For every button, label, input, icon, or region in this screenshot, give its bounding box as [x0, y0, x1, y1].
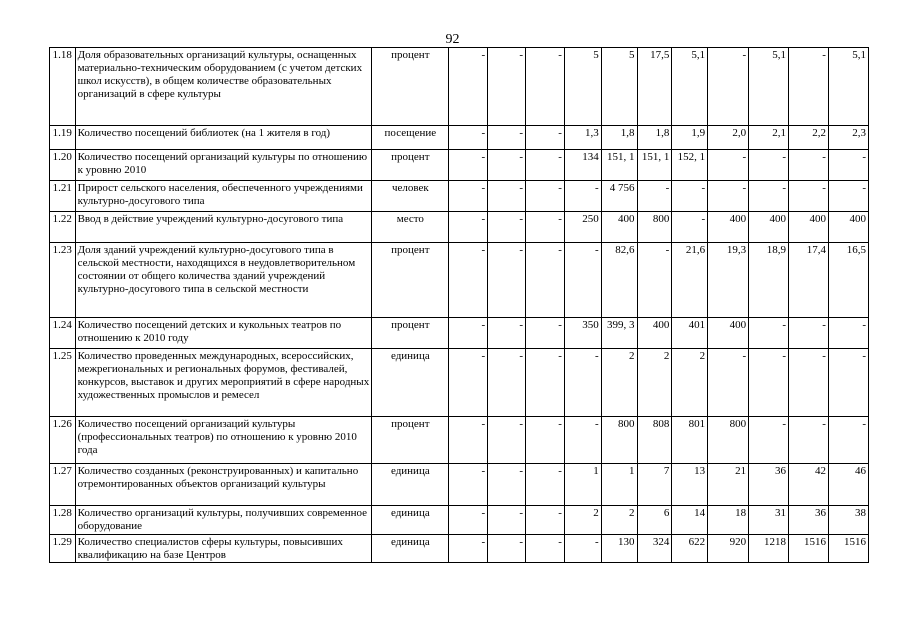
value-cell: - [488, 349, 526, 417]
table-row [50, 506, 869, 535]
row-number: 1.21 [50, 181, 76, 212]
value-cell: 400 [828, 212, 868, 243]
value-cell: 2 [564, 506, 601, 535]
row-number: 1.23 [50, 243, 76, 318]
value-cell: - [488, 506, 526, 535]
value-cell: 18 [708, 506, 749, 535]
value-cell: - [749, 349, 789, 417]
value-cell: - [449, 417, 488, 464]
value-cell: 152, 1 [672, 150, 708, 181]
value-cell: - [488, 318, 526, 349]
value-cell: - [525, 464, 564, 506]
value-cell: - [488, 535, 526, 563]
value-cell: - [564, 349, 601, 417]
value-cell: - [708, 48, 749, 126]
row-number: 1.20 [50, 150, 76, 181]
value-cell: 400 [601, 212, 637, 243]
row-number: 1.18 [50, 48, 76, 126]
value-cell: - [525, 243, 564, 318]
value-cell: 1218 [749, 535, 789, 563]
value-cell: 31 [749, 506, 789, 535]
table-row [50, 212, 869, 243]
value-cell: 920 [708, 535, 749, 563]
unit-cell: процент [372, 318, 449, 349]
value-cell: 14 [672, 506, 708, 535]
value-cell: 130 [601, 535, 637, 563]
unit-cell: единица [372, 506, 449, 535]
value-cell: - [449, 212, 488, 243]
unit-cell: процент [372, 48, 449, 126]
table-row [50, 535, 869, 563]
value-cell: - [525, 318, 564, 349]
value-cell: - [488, 212, 526, 243]
value-cell: - [525, 48, 564, 126]
value-cell: - [525, 349, 564, 417]
indicator-name: Количество посещений организаций культуры по отношению к уровню 2010 [75, 150, 372, 181]
indicator-name: Количество созданных (реконструированных) и капитально отремонтированных объектов организаций культуры [75, 464, 372, 506]
row-number: 1.26 [50, 417, 76, 464]
value-cell: 400 [749, 212, 789, 243]
value-cell: 5 [564, 48, 601, 126]
value-cell: 5,1 [749, 48, 789, 126]
value-cell: 6 [637, 506, 672, 535]
value-cell: - [828, 417, 868, 464]
value-cell: - [637, 181, 672, 212]
table-row [50, 243, 869, 318]
indicator-name: Прирост сельского населения, обеспеченного учреждениями культурно-досугового типа [75, 181, 372, 212]
value-cell: 2 [601, 349, 637, 417]
value-cell: - [564, 535, 601, 563]
value-cell: 1516 [789, 535, 829, 563]
value-cell: 42 [789, 464, 829, 506]
value-cell: 2,1 [749, 126, 789, 150]
value-cell: 622 [672, 535, 708, 563]
value-cell: - [708, 349, 749, 417]
value-cell: - [488, 126, 526, 150]
indicator-name: Количество посещений организаций культуры (профессиональных театров) по отношению к уровню 2010 года [75, 417, 372, 464]
value-cell: - [708, 150, 749, 181]
value-cell: - [449, 181, 488, 212]
value-cell: 1,3 [564, 126, 601, 150]
value-cell: - [564, 181, 601, 212]
value-cell: - [449, 535, 488, 563]
value-cell: 800 [708, 417, 749, 464]
value-cell: 350 [564, 318, 601, 349]
value-cell: - [564, 417, 601, 464]
value-cell: 151, 1 [601, 150, 637, 181]
value-cell: 36 [789, 506, 829, 535]
unit-cell: посещение [372, 126, 449, 150]
table-row [50, 126, 869, 150]
table-row [50, 150, 869, 181]
unit-cell: единица [372, 464, 449, 506]
value-cell: - [525, 417, 564, 464]
value-cell: 400 [708, 318, 749, 349]
value-cell: - [449, 349, 488, 417]
value-cell: 399, 3 [601, 318, 637, 349]
unit-cell: процент [372, 150, 449, 181]
table-row [50, 48, 869, 126]
unit-cell: процент [372, 417, 449, 464]
value-cell: 2,2 [789, 126, 829, 150]
value-cell: - [672, 212, 708, 243]
indicators-table [49, 47, 869, 563]
value-cell: 4 756 [601, 181, 637, 212]
value-cell: 400 [789, 212, 829, 243]
value-cell: 21,6 [672, 243, 708, 318]
value-cell: 82,6 [601, 243, 637, 318]
value-cell: - [789, 150, 829, 181]
row-number: 1.28 [50, 506, 76, 535]
value-cell: 2 [601, 506, 637, 535]
value-cell: - [789, 318, 829, 349]
value-cell: - [637, 243, 672, 318]
table-row [50, 464, 869, 506]
value-cell: - [449, 126, 488, 150]
indicator-name: Количество организаций культуры, получивших современное оборудование [75, 506, 372, 535]
value-cell: - [828, 181, 868, 212]
indicator-name: Количество посещений библиотек (на 1 жителя в год) [75, 126, 372, 150]
value-cell: - [749, 318, 789, 349]
value-cell: 5,1 [828, 48, 868, 126]
value-cell: 13 [672, 464, 708, 506]
value-cell: 21 [708, 464, 749, 506]
value-cell: - [708, 181, 749, 212]
value-cell: 36 [749, 464, 789, 506]
unit-cell: человек [372, 181, 449, 212]
value-cell: - [564, 243, 601, 318]
value-cell: - [789, 48, 829, 126]
value-cell: - [749, 417, 789, 464]
value-cell: - [749, 181, 789, 212]
row-number: 1.22 [50, 212, 76, 243]
value-cell: 1516 [828, 535, 868, 563]
value-cell: - [488, 464, 526, 506]
value-cell: 324 [637, 535, 672, 563]
table-row [50, 181, 869, 212]
indicator-name: Доля зданий учреждений культурно-досугового типа в сельской местности, находящихся в неудовлетворительном состоянии от общего количества зданий учреждений культурно-досугового типа в сельской местности [75, 243, 372, 318]
value-cell: - [488, 150, 526, 181]
table-row [50, 349, 869, 417]
indicator-name: Количество проведенных международных, всероссийских, межрегиональных и региональных форумов, фестивалей, конкурсов, выставок и других мероприятий в сфере народных художественных промыслов и ремесел [75, 349, 372, 417]
value-cell: 17,5 [637, 48, 672, 126]
table-body [50, 48, 869, 563]
value-cell: - [789, 417, 829, 464]
indicator-name: Доля образовательных организаций культуры, оснащенных материально-техническим оборудованием (с учетом детских школ искусств), в общем количестве образовательных организаций в сфере культуры [75, 48, 372, 126]
value-cell: - [789, 181, 829, 212]
value-cell: 400 [708, 212, 749, 243]
page-number: 92 [445, 32, 460, 47]
value-cell: - [672, 181, 708, 212]
value-cell: 5,1 [672, 48, 708, 126]
value-cell: - [449, 150, 488, 181]
value-cell: 38 [828, 506, 868, 535]
value-cell: - [525, 150, 564, 181]
value-cell: - [525, 212, 564, 243]
value-cell: 800 [601, 417, 637, 464]
value-cell: 16,5 [828, 243, 868, 318]
value-cell: 2,0 [708, 126, 749, 150]
value-cell: 2 [672, 349, 708, 417]
value-cell: - [828, 349, 868, 417]
value-cell: - [525, 181, 564, 212]
value-cell: - [488, 417, 526, 464]
value-cell: 1,8 [601, 126, 637, 150]
value-cell: 2 [637, 349, 672, 417]
value-cell: - [449, 318, 488, 349]
value-cell: - [449, 243, 488, 318]
value-cell: 2,3 [828, 126, 868, 150]
value-cell: 808 [637, 417, 672, 464]
row-number: 1.27 [50, 464, 76, 506]
value-cell: - [488, 243, 526, 318]
value-cell: - [488, 181, 526, 212]
indicator-name: Количество специалистов сферы культуры, повысивших квалификацию на базе Центров [75, 535, 372, 563]
value-cell: - [449, 464, 488, 506]
value-cell: 801 [672, 417, 708, 464]
value-cell: - [525, 126, 564, 150]
row-number: 1.19 [50, 126, 76, 150]
value-cell: 5 [601, 48, 637, 126]
value-cell: - [828, 150, 868, 181]
value-cell: 400 [637, 318, 672, 349]
row-number: 1.29 [50, 535, 76, 563]
row-number: 1.25 [50, 349, 76, 417]
value-cell: 401 [672, 318, 708, 349]
value-cell: - [828, 318, 868, 349]
unit-cell: единица [372, 535, 449, 563]
value-cell: - [525, 535, 564, 563]
value-cell: 151, 1 [637, 150, 672, 181]
value-cell: - [488, 48, 526, 126]
value-cell: 1,9 [672, 126, 708, 150]
table-row [50, 318, 869, 349]
value-cell: - [749, 150, 789, 181]
indicator-name: Количество посещений детских и кукольных театров по отношению к 2010 году [75, 318, 372, 349]
value-cell: 250 [564, 212, 601, 243]
value-cell: - [449, 48, 488, 126]
value-cell: 17,4 [789, 243, 829, 318]
value-cell: 1,8 [637, 126, 672, 150]
unit-cell: процент [372, 243, 449, 318]
value-cell: 7 [637, 464, 672, 506]
value-cell: - [789, 349, 829, 417]
unit-cell: место [372, 212, 449, 243]
value-cell: - [449, 506, 488, 535]
value-cell: - [525, 506, 564, 535]
indicator-name: Ввод в действие учреждений культурно-досугового типа [75, 212, 372, 243]
value-cell: 800 [637, 212, 672, 243]
value-cell: 1 [564, 464, 601, 506]
value-cell: 134 [564, 150, 601, 181]
value-cell: 46 [828, 464, 868, 506]
table-row [50, 417, 869, 464]
value-cell: 19,3 [708, 243, 749, 318]
unit-cell: единица [372, 349, 449, 417]
value-cell: 1 [601, 464, 637, 506]
value-cell: 18,9 [749, 243, 789, 318]
row-number: 1.24 [50, 318, 76, 349]
